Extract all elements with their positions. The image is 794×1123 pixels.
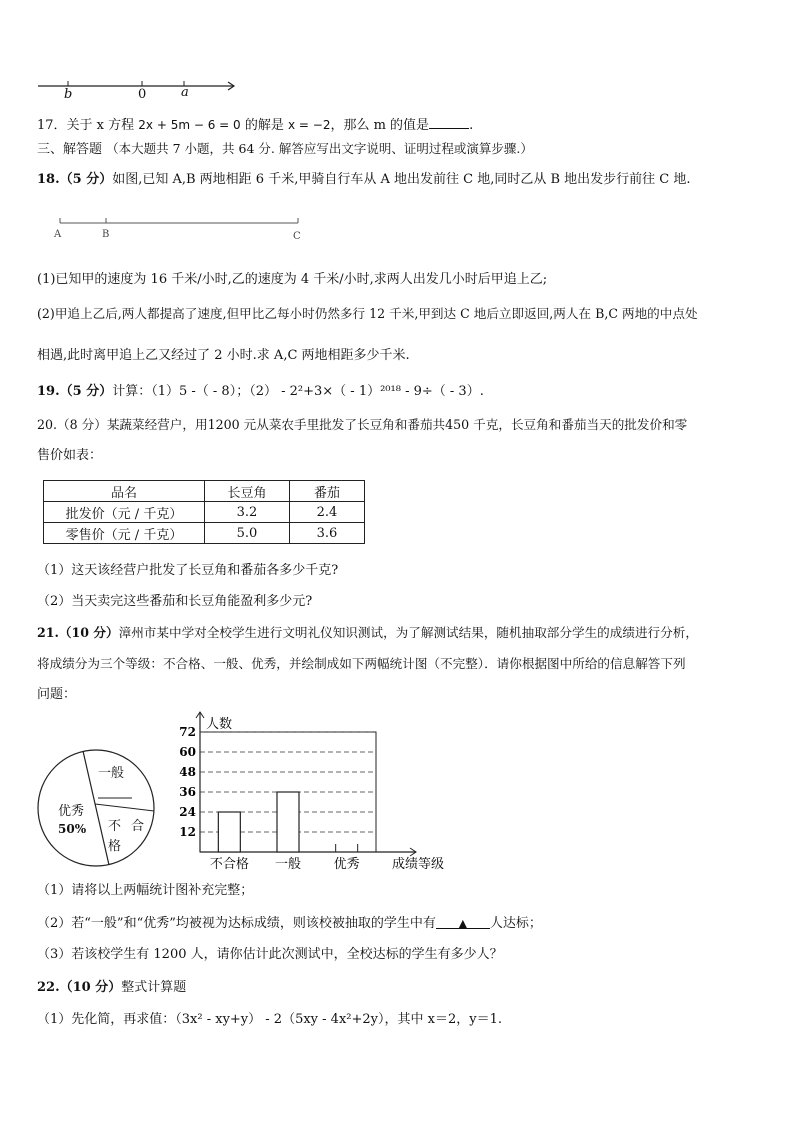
- table-header: 番茄: [290, 481, 365, 502]
- y-tick-label: 48: [179, 765, 196, 779]
- q17-solution: x = −2: [287, 118, 331, 132]
- y-tick-label: 72: [179, 725, 196, 739]
- q22-sub1: （1）先化简，再求值：（3x² - xy+y） - 2（5xy - 4x²+2y），其中 x＝2，y＝1.: [37, 1012, 502, 1027]
- number-line-label-0: 0: [138, 87, 147, 102]
- q17-end: .: [469, 118, 474, 133]
- pie-label-excellent: 优秀: [58, 804, 85, 819]
- answer-triangle-mark: ▲: [458, 917, 468, 930]
- price-table: [43, 480, 365, 544]
- y-axis-label: 人数: [206, 717, 233, 732]
- table-row: [44, 502, 365, 523]
- number-line-label-a: a: [181, 85, 189, 100]
- q21-sub2-end: 人达标；: [489, 916, 542, 931]
- question-21-line1: [37, 624, 698, 642]
- pie-label-percent: 50%: [58, 822, 87, 836]
- question-21-line3: 问题：: [37, 687, 77, 702]
- bar: [277, 792, 299, 852]
- table-cell: 2.4: [290, 502, 365, 523]
- point-C-label: C: [293, 231, 301, 242]
- table-header: 长豆角: [205, 481, 290, 502]
- q20-sub1: （1）这天该经营户批发了长豆角和番茄各多少千克?: [37, 563, 339, 578]
- segment-figure: [56, 215, 306, 231]
- q19-text: 计算：（1）5 -（ - 8）；（2） - 2²+3×（ - 1）²⁰¹⁸ - 9÷（ - 3）.: [112, 384, 484, 399]
- table-cell: 3.6: [290, 523, 365, 544]
- table-cell: 批发价（元 / 千克）: [44, 502, 205, 523]
- q21-sub2: [37, 915, 542, 933]
- q21-number: 21.（10 分）: [37, 625, 119, 640]
- q17-text3: ，那么 m 的值是: [330, 118, 430, 133]
- q18-text: 如图,已知 A,B 两地相距 6 千米,甲骑自行车从 A 地出发前往 C 地,同时乙从 B 地出发步行前往 C 地.: [112, 172, 691, 187]
- q21-sub1: （1）请将以上两幅统计图补充完整；: [37, 883, 254, 898]
- question-20-line1: [37, 416, 687, 434]
- question-22: [37, 979, 186, 997]
- pie-label-normal: 一般: [98, 766, 125, 781]
- y-tick-label: 36: [179, 785, 196, 799]
- x-axis-label: 成绩等级: [392, 857, 445, 872]
- q18-number: 18.（5 分）: [37, 172, 113, 187]
- question-20-line2: 售价如表：: [37, 448, 103, 463]
- q20-text1: 某蔬菜经营户，用1200 元从菜农手里批发了长豆角和番茄共450 千克，长豆角和番茄当天的批发价和零: [106, 417, 688, 432]
- q18-part2-line2: 相遇,此时离甲追上乙又经过了 2 小时.求 A,C 两地相距多少千米.: [37, 348, 410, 363]
- q21-sub3: （3）若该校学生有 1200 人，请你估计此次测试中，全校达标的学生有多少人？: [37, 947, 503, 962]
- y-tick-label: 24: [179, 805, 196, 819]
- q22-title: 整式计算题: [121, 980, 187, 995]
- y-tick-label: 12: [179, 825, 196, 839]
- question-19: [37, 383, 484, 401]
- q17-text: 关于 x 方程: [66, 118, 135, 133]
- q18-part1: (1)已知甲的速度为 16 千米/小时,乙的速度为 4 千米/小时,求两人出发几小时后甲追上乙;: [37, 272, 548, 287]
- q17-text2: 的解是: [244, 118, 284, 133]
- x-tick-label: 不合格: [209, 857, 249, 872]
- q20-number: 20.（8 分）: [37, 417, 107, 432]
- pie-label-fail-1: 不合: [108, 819, 155, 834]
- table-cell: 5.0: [205, 523, 290, 544]
- point-B-label: B: [102, 229, 110, 240]
- point-A-label: A: [54, 229, 62, 240]
- answer-blank: [429, 115, 469, 129]
- q21-text1: 漳州市某中学对全校学生进行文明礼仪知识测试，为了解测试结果，随机抽取部分学生的成绩进行分析，: [118, 625, 698, 640]
- q18-part2-line1: (2)甲追上乙后,两人都提高了速度,但甲比乙每小时仍然多行 12 千米,甲到达 C 地后立即返回,两人在 B,C 两地的中点处: [37, 306, 698, 321]
- section-3-header: [37, 140, 533, 159]
- x-tick-label: 优秀: [333, 857, 360, 872]
- table-cell: 3.2: [205, 502, 290, 523]
- table-cell: 零售价（元 / 千克）: [44, 523, 205, 544]
- q21-sub2-text: （2）若“一般”和“优秀”均被视为达标成绩，则该校被抽取的学生中有: [37, 916, 436, 931]
- bar-chart: [170, 706, 445, 876]
- table-header: 品名: [44, 481, 205, 502]
- number-line-label-b: b: [64, 87, 73, 102]
- section-note: （本大题共 7 小题，共 64 分. 解答应写出文字说明、证明过程或演算步骤.）: [106, 141, 533, 156]
- q22-number: 22.（10 分）: [37, 980, 122, 995]
- bar: [218, 812, 240, 852]
- question-18: [37, 171, 691, 189]
- pie-label-fail-2: 格: [108, 839, 122, 854]
- section-title: 三、解答题: [37, 142, 103, 157]
- q20-sub2: （2）当天卖完这些番茄和长豆角能盈利多少元?: [37, 594, 313, 609]
- q17-equation: 2x + 5m − 6 = 0: [138, 118, 241, 132]
- question-21-line2: 将成绩分为三个等级：不合格、一般、优秀，并绘制成如下两幅统计图（不完整）．请你根据图中所给的信息解答下列: [37, 656, 686, 671]
- x-tick-label: 一般: [274, 857, 302, 872]
- q19-number: 19.（5 分）: [37, 384, 113, 399]
- question-17: [37, 115, 473, 135]
- table-row: [44, 523, 365, 544]
- q17-number: 17．: [37, 118, 67, 133]
- answer-blank: [436, 915, 490, 929]
- y-tick-label: 60: [179, 745, 196, 759]
- table-header-row: [44, 481, 365, 502]
